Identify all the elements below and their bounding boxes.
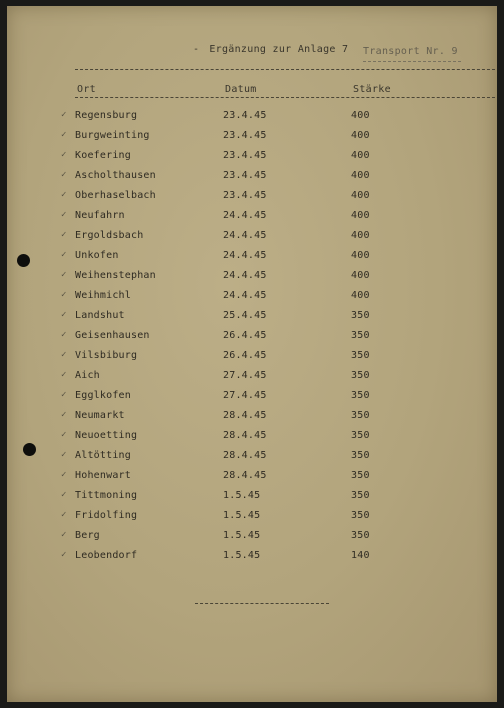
check-mark-icon: ✓ bbox=[61, 150, 67, 160]
table-row bbox=[7, 206, 497, 226]
row-ort: Landshut bbox=[75, 310, 125, 321]
row-ort: Neumarkt bbox=[75, 410, 125, 421]
row-staerke: 350 bbox=[351, 390, 370, 401]
table-row bbox=[7, 246, 497, 266]
row-ort: Fridolfing bbox=[75, 510, 138, 521]
table-row bbox=[7, 506, 497, 526]
table-body bbox=[7, 106, 497, 566]
row-staerke: 350 bbox=[351, 470, 370, 481]
row-ort: Neufahrn bbox=[75, 210, 125, 221]
document-title bbox=[193, 44, 348, 55]
check-mark-icon: ✓ bbox=[61, 310, 67, 320]
row-staerke: 350 bbox=[351, 450, 370, 461]
table-top-rule bbox=[75, 69, 495, 70]
row-datum: 28.4.45 bbox=[223, 410, 267, 421]
row-datum: 26.4.45 bbox=[223, 330, 267, 341]
document-page bbox=[7, 6, 497, 702]
check-mark-icon: ✓ bbox=[61, 510, 67, 520]
row-ort: Weihmichl bbox=[75, 290, 131, 301]
title-text: Ergänzung zur Anlage 7 bbox=[209, 44, 349, 55]
row-ort: Koefering bbox=[75, 150, 131, 161]
table-row bbox=[7, 486, 497, 506]
table-row bbox=[7, 406, 497, 426]
table-row bbox=[7, 146, 497, 166]
row-ort: Regensburg bbox=[75, 110, 138, 121]
row-datum: 1.5.45 bbox=[223, 490, 261, 501]
row-staerke: 400 bbox=[351, 150, 370, 161]
check-mark-icon: ✓ bbox=[61, 490, 67, 500]
row-ort: Vilsbiburg bbox=[75, 350, 138, 361]
closing-rule bbox=[195, 603, 329, 604]
table-row bbox=[7, 326, 497, 346]
check-mark-icon: ✓ bbox=[61, 190, 67, 200]
row-ort: Tittmoning bbox=[75, 490, 138, 501]
table-row bbox=[7, 306, 497, 326]
check-mark-icon: ✓ bbox=[61, 390, 67, 400]
check-mark-icon: ✓ bbox=[61, 290, 67, 300]
check-mark-icon: ✓ bbox=[61, 450, 67, 460]
row-datum: 24.4.45 bbox=[223, 270, 267, 281]
row-staerke: 350 bbox=[351, 410, 370, 421]
table-row bbox=[7, 166, 497, 186]
check-mark-icon: ✓ bbox=[61, 470, 67, 480]
table-row bbox=[7, 386, 497, 406]
check-mark-icon: ✓ bbox=[61, 370, 67, 380]
row-staerke: 140 bbox=[351, 550, 370, 561]
row-datum: 26.4.45 bbox=[223, 350, 267, 361]
title-dash: - bbox=[193, 44, 200, 55]
row-datum: 28.4.45 bbox=[223, 430, 267, 441]
row-datum: 1.5.45 bbox=[223, 510, 261, 521]
row-ort: Burgweinting bbox=[75, 130, 150, 141]
check-mark-icon: ✓ bbox=[61, 170, 67, 180]
punch-hole-upper bbox=[17, 254, 30, 267]
row-datum: 23.4.45 bbox=[223, 130, 267, 141]
row-datum: 1.5.45 bbox=[223, 550, 261, 561]
row-ort: Ergoldsbach bbox=[75, 230, 144, 241]
table-row bbox=[7, 526, 497, 546]
row-staerke: 400 bbox=[351, 170, 370, 181]
row-staerke: 350 bbox=[351, 510, 370, 521]
row-staerke: 400 bbox=[351, 270, 370, 281]
row-datum: 28.4.45 bbox=[223, 470, 267, 481]
row-staerke: 350 bbox=[351, 430, 370, 441]
row-datum: 27.4.45 bbox=[223, 390, 267, 401]
row-datum: 24.4.45 bbox=[223, 230, 267, 241]
row-staerke: 400 bbox=[351, 210, 370, 221]
row-datum: 23.4.45 bbox=[223, 190, 267, 201]
row-ort: Weihenstephan bbox=[75, 270, 156, 281]
transport-number: Transport Nr. 9 bbox=[363, 46, 458, 57]
transport-underline bbox=[363, 61, 461, 62]
check-mark-icon: ✓ bbox=[61, 230, 67, 240]
row-datum: 27.4.45 bbox=[223, 370, 267, 381]
table-row bbox=[7, 106, 497, 126]
row-staerke: 350 bbox=[351, 350, 370, 361]
row-datum: 23.4.45 bbox=[223, 170, 267, 181]
check-mark-icon: ✓ bbox=[61, 330, 67, 340]
row-staerke: 350 bbox=[351, 530, 370, 541]
row-datum: 23.4.45 bbox=[223, 110, 267, 121]
row-datum: 24.4.45 bbox=[223, 250, 267, 261]
table-row bbox=[7, 346, 497, 366]
row-staerke: 400 bbox=[351, 190, 370, 201]
row-datum: 1.5.45 bbox=[223, 530, 261, 541]
table-row bbox=[7, 546, 497, 566]
row-ort: Egglkofen bbox=[75, 390, 131, 401]
check-mark-icon: ✓ bbox=[61, 550, 67, 560]
check-mark-icon: ✓ bbox=[61, 210, 67, 220]
row-ort: Berg bbox=[75, 530, 100, 541]
row-datum: 25.4.45 bbox=[223, 310, 267, 321]
row-staerke: 400 bbox=[351, 250, 370, 261]
row-ort: Leobendorf bbox=[75, 550, 138, 561]
check-mark-icon: ✓ bbox=[61, 530, 67, 540]
column-header-ort: Ort bbox=[77, 84, 96, 95]
row-ort: Altötting bbox=[75, 450, 131, 461]
row-staerke: 350 bbox=[351, 310, 370, 321]
table-row bbox=[7, 186, 497, 206]
row-staerke: 350 bbox=[351, 330, 370, 341]
row-datum: 23.4.45 bbox=[223, 150, 267, 161]
column-header-datum: Datum bbox=[225, 84, 257, 95]
check-mark-icon: ✓ bbox=[61, 430, 67, 440]
row-datum: 28.4.45 bbox=[223, 450, 267, 461]
row-datum: 24.4.45 bbox=[223, 210, 267, 221]
row-ort: Hohenwart bbox=[75, 470, 131, 481]
check-mark-icon: ✓ bbox=[61, 110, 67, 120]
table-row bbox=[7, 466, 497, 486]
table-row bbox=[7, 286, 497, 306]
table-row bbox=[7, 266, 497, 286]
table-row bbox=[7, 226, 497, 246]
table-row bbox=[7, 446, 497, 466]
table-row bbox=[7, 366, 497, 386]
row-staerke: 400 bbox=[351, 130, 370, 141]
row-ort: Oberhaselbach bbox=[75, 190, 156, 201]
row-ort: Ascholthausen bbox=[75, 170, 156, 181]
row-staerke: 350 bbox=[351, 490, 370, 501]
row-staerke: 350 bbox=[351, 370, 370, 381]
check-mark-icon: ✓ bbox=[61, 250, 67, 260]
table-row bbox=[7, 126, 497, 146]
check-mark-icon: ✓ bbox=[61, 350, 67, 360]
row-ort: Unkofen bbox=[75, 250, 119, 261]
punch-hole-lower bbox=[23, 443, 36, 456]
row-staerke: 400 bbox=[351, 230, 370, 241]
row-datum: 24.4.45 bbox=[223, 290, 267, 301]
column-header-staerke: Stärke bbox=[353, 84, 391, 95]
row-staerke: 400 bbox=[351, 290, 370, 301]
row-ort: Geisenhausen bbox=[75, 330, 150, 341]
row-staerke: 400 bbox=[351, 110, 370, 121]
check-mark-icon: ✓ bbox=[61, 410, 67, 420]
check-mark-icon: ✓ bbox=[61, 270, 67, 280]
table-header-rule bbox=[75, 97, 495, 98]
check-mark-icon: ✓ bbox=[61, 130, 67, 140]
row-ort: Aich bbox=[75, 370, 100, 381]
table-row bbox=[7, 426, 497, 446]
row-ort: Neuoetting bbox=[75, 430, 138, 441]
